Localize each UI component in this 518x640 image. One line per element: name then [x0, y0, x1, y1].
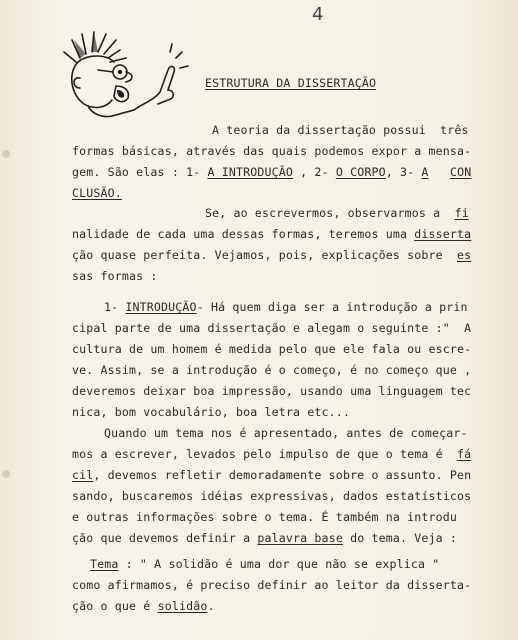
page-number: 4 — [312, 4, 324, 25]
text-line: gem. São elas : 1- A INTRODUÇÃO , 2- O CORPO, 3- A CON — [72, 165, 472, 179]
text-line: como afirmamos, é preciso definir ao leitor da disserta- — [72, 578, 472, 592]
text-line: cipal parte de uma dissertação e alegam o seguinte :" A — [72, 321, 472, 335]
text-line: formas básicas, através das quais podemos expor a mensa- — [72, 144, 472, 158]
text-line: nica, bom vocabulário, boa letra etc... — [72, 405, 351, 419]
cartoon-speaker-illustration — [58, 28, 198, 120]
text-line: e outras informações sobre o tema. É também na introdu — [72, 510, 458, 524]
text-line: sando, buscaremos idéias expressivas, dados estatísticos — [72, 489, 472, 503]
text-line: 1- INTRODUÇÃO- Há quem diga ser a introdução a prin — [104, 300, 468, 314]
text-line: cultura de um homem é medida pelo que ele fala ou escre- — [72, 342, 472, 356]
document-title: ESTRUTURA DA DISSERTAÇÃO — [205, 76, 377, 90]
binder-hole — [2, 150, 10, 158]
text-line: sas formas : — [72, 269, 158, 283]
text-line: cil, devemos refletir demoradamente sobre o assunto. Pen — [72, 468, 472, 482]
text-line: Tema : " A solidão é uma dor que não se explica " — [90, 557, 440, 571]
text-line: ção quase perfeita. Vejamos, pois, explicações sobre es — [72, 248, 472, 262]
text-line: deveremos deixar boa impressão, usando uma linguagem tec — [72, 384, 472, 398]
text-line: ve. Assim, se a introdução é o começo, é no começo que , — [72, 363, 472, 377]
text-line: mos a escrever, levados pelo impulso de que o tema é fá — [72, 447, 472, 461]
text-line: A teoria da dissertação possui três — [212, 123, 469, 137]
text-line: CLUSÃO. — [72, 186, 122, 200]
text-line: Quando um tema nos é apresentado, antes de começar- — [104, 426, 468, 440]
text-line: nalidade de cada uma dessas formas, teremos uma disserta — [72, 227, 472, 241]
text-line: ção o que é solidão. — [72, 599, 215, 613]
text-line: Se, ao escrevermos, observarmos a fi — [205, 206, 469, 220]
binder-hole — [2, 470, 10, 478]
text-line: ção que devemos definir a palavra base do tema. Veja : — [72, 531, 458, 545]
